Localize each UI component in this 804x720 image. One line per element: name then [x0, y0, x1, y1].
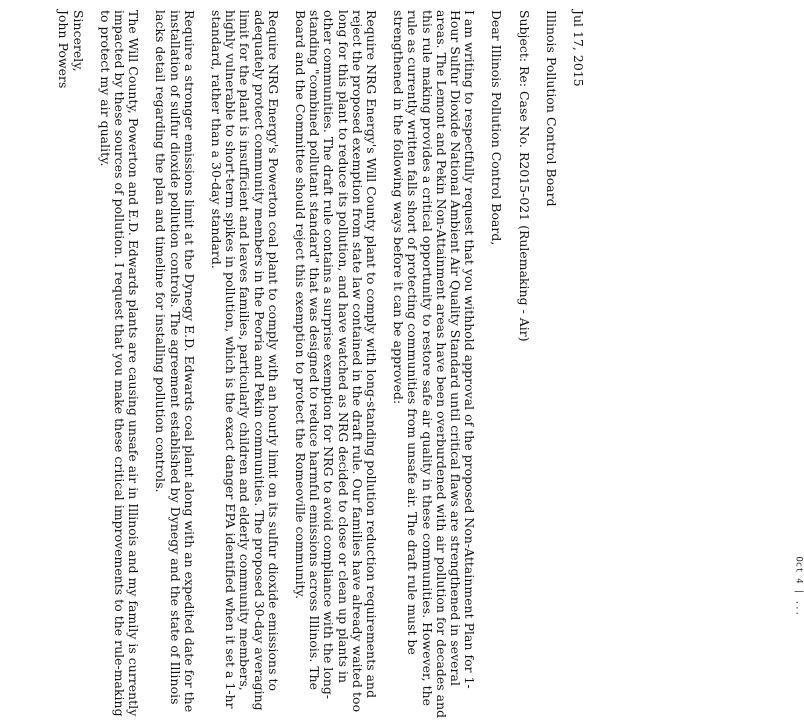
letter-paragraph: Require NRG Energy's Powerton coal plant to comply with an hourly limit on its sulfur dioxide emissions to adequately protect community members in the Peoria and Pekin communities. The proposed 30-day averaging limit for the plant is insufficient and leaves families, particularly children and elderly community members, highly vulnerable to short-term spikes in pollution, which is the exact danger EPA identified when it set a 1-hr standard, rather than a 30-day standard.	[208, 10, 281, 711]
scan-stamp: Oct 4 | ...	[794, 556, 804, 616]
letter-paragraph: The Will County, Powerton and E.D. Edwards plants are causing unsafe air in Illinois and my family is currently impacted by these sources of pollution. I request that you make these critical improvements to the rule-making to protect my air quality.	[97, 10, 142, 717]
letter-closing: Sincerely,	[70, 10, 86, 72]
letter-paragraph: Require NRG Energy's Will County plant to comply with long-standing pollution reduction requirements and reject the proposed exemption from state law contained in the draft rule. Our families have already waited too long for this plant to reduce its pollution, and have watched as NRG decided to close or clean up plants in other communities. The draft rule contains a surprise exemption for NRG to avoid compliance with the long-standing "combined pollutant standard" that was designed to reduce harmful emissions across Illinois. The Board and the Committee should reject this exemption to protect the Romeoville community.	[292, 10, 379, 713]
letter-paragraph: I am writing to respectfully request that you withhold approval of the proposed Non-Attainment Plan for 1-Hour Sulfur Dioxide National Ambient Air Quality Standard until critical flaws are strengthened in several areas. The Lemont and Pekin Non-Attainment areas have been overburdened with air pollution for decades and this rule making provides a critical opportunity to restore safe air quality in these communities. However, the rule as currently written falls short of protecting communities from unsafe air. The draft rule must be strengthened in the following ways before it can be approved:	[391, 10, 478, 719]
letter-signature: John Powers	[56, 10, 72, 89]
letter-paragraph: Require a stronger emissions limit at the Dynegy E.D. Edwards coal plant along with an expedited date for the installation of sulfur dioxide pollution controls. The agreement established by Dynegy and the state of Illinois lacks detail regarding the plan and timeline for installing pollution controls.	[153, 10, 197, 713]
letter-recipient: Illinois Pollution Control Board	[543, 10, 559, 207]
letter-body	[0, 10, 585, 720]
letter-salutation: Dear Illinois Pollution Control Board,	[489, 10, 505, 246]
letter-date: Jul 17, 2015	[571, 10, 586, 87]
letter-subject: Subject: Re: Case No. R2015-021 (Rulemaking - Air)	[516, 10, 532, 342]
